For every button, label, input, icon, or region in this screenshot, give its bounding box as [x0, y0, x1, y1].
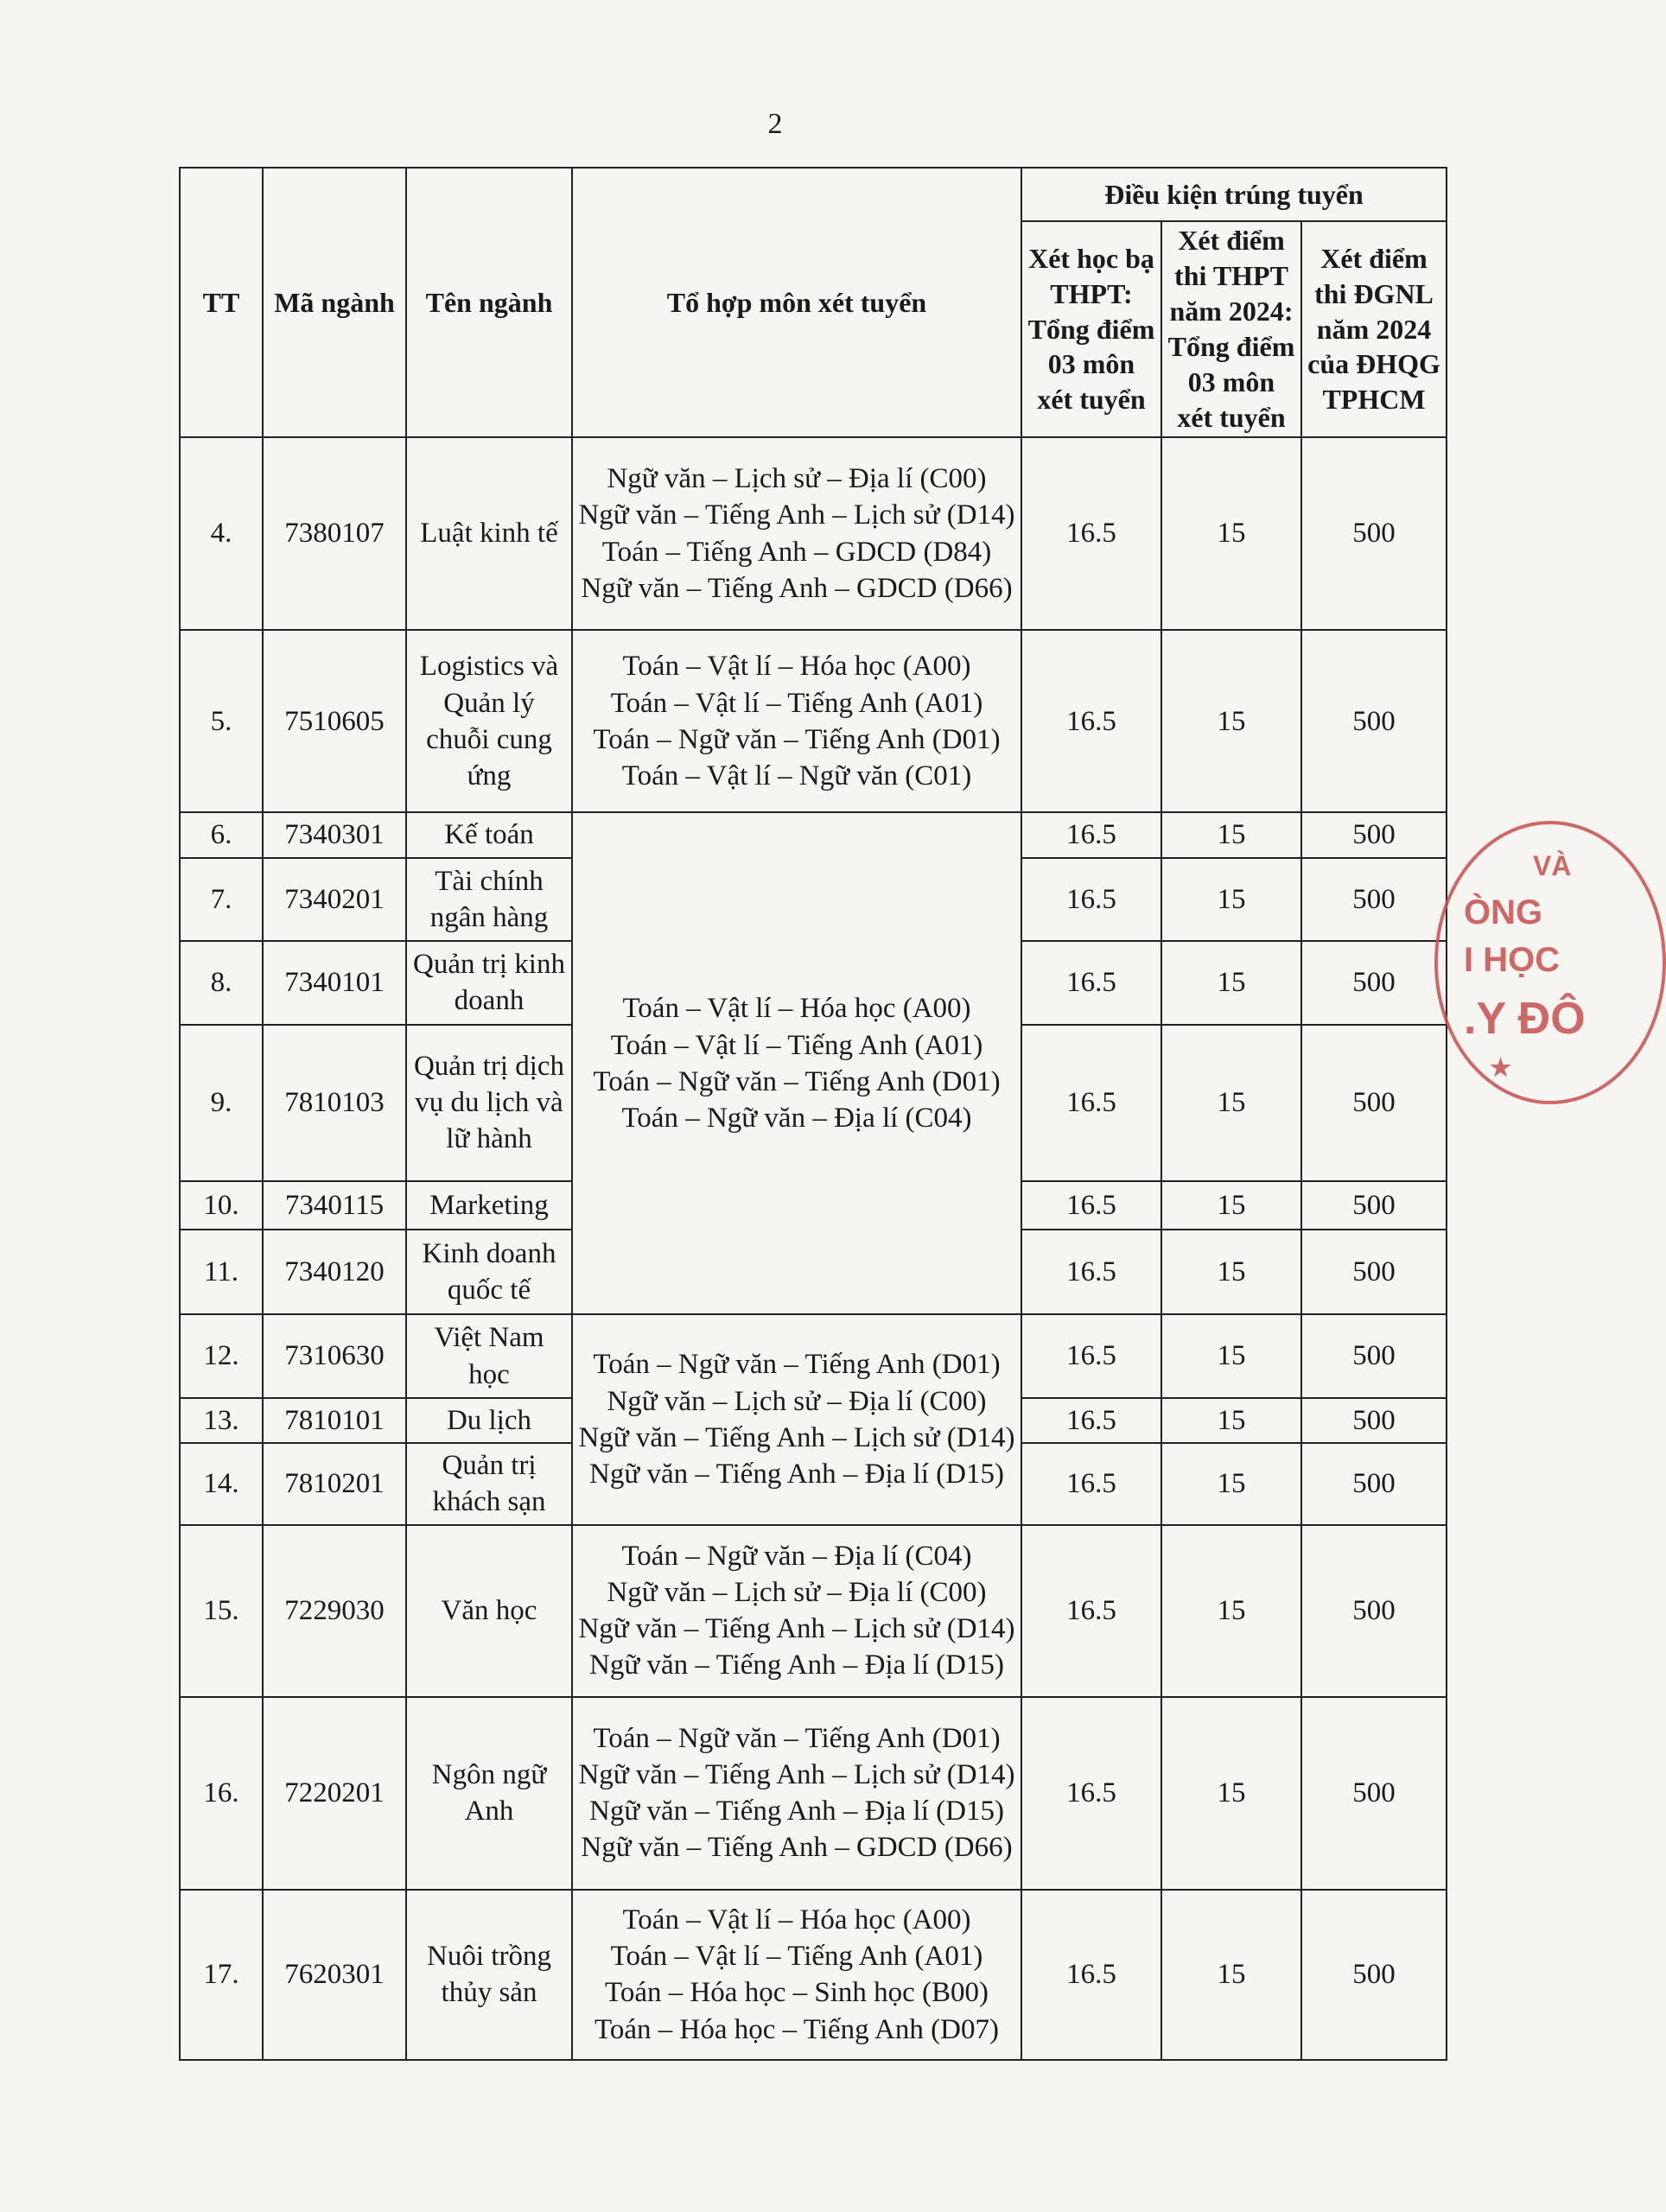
- cell-tt: 12.: [180, 1314, 263, 1398]
- cell-combos: [572, 437, 1021, 630]
- cell-dgnl: 500: [1301, 1025, 1447, 1181]
- cell-dgnl: 500: [1301, 1398, 1447, 1443]
- cell-dgnl: 500: [1301, 1181, 1447, 1230]
- combo-line: Ngữ văn – Lịch sử – Địa lí (C00): [607, 1576, 987, 1608]
- cell-ma: 7620301: [263, 1890, 406, 2060]
- stamp-star-icon: ★: [1490, 1054, 1512, 1081]
- cell-ten: Du lịch: [406, 1398, 572, 1443]
- cell-thpt: 15: [1161, 1314, 1301, 1398]
- admission-table: [179, 167, 1447, 2061]
- cell-tt: 17.: [180, 1890, 263, 2060]
- cell-thpt: 15: [1161, 1890, 1301, 2060]
- combo-line: Toán – Vật lí – Tiếng Anh (A01): [610, 687, 983, 719]
- header-to-hop: Tổ hợp môn xét tuyển: [572, 168, 1021, 437]
- combo-line: Ngữ văn – Tiếng Anh – Địa lí (D15): [589, 1459, 1004, 1491]
- combo-line: Toán – Tiếng Anh – GDCD (D84): [601, 536, 992, 568]
- combo-line: Toán – Vật lí – Hóa học (A00): [622, 1904, 971, 1936]
- header-tt: TT: [180, 168, 263, 437]
- cell-ten: Quản trị dịch vụ du lịch và lữ hành: [406, 1025, 572, 1181]
- combo-line: Ngữ văn – Tiếng Anh – Lịch sử (D14): [578, 1759, 1015, 1790]
- cell-thpt: 15: [1161, 437, 1301, 630]
- combo-line: Toán – Ngữ văn – Địa lí (C04): [621, 1103, 972, 1135]
- cell-hoc-ba: 16.5: [1021, 1890, 1161, 2060]
- header-thpt: Xét điểm thi THPT năm 2024: Tổng điểm 03 môn xét tuyển: [1161, 221, 1301, 437]
- cell-tt: 11.: [180, 1230, 263, 1315]
- cell-tt: 4.: [180, 437, 263, 630]
- cell-hoc-ba: 16.5: [1021, 1230, 1161, 1315]
- combo-line: Ngữ văn – Tiếng Anh – GDCD (D66): [581, 572, 1013, 604]
- cell-combos: [572, 1890, 1021, 2060]
- combo-line: Toán – Ngữ văn – Tiếng Anh (D01): [593, 723, 1001, 755]
- cell-combos: [572, 812, 1021, 1314]
- cell-ten: Kinh doanh quốc tế: [406, 1230, 572, 1315]
- page-number: 2: [767, 108, 783, 140]
- combo-line: Toán – Vật lí – Hóa học (A00): [622, 993, 971, 1025]
- cell-tt: 6.: [180, 812, 263, 857]
- combo-line: Ngữ văn – Tiếng Anh – GDCD (D66): [581, 1832, 1013, 1864]
- cell-ten: Quản trị khách sạn: [406, 1443, 572, 1525]
- combo-line: Toán – Vật lí – Tiếng Anh (A01): [610, 1941, 983, 1973]
- cell-thpt: 15: [1161, 812, 1301, 857]
- combo-line: Toán – Ngữ văn – Tiếng Anh (D01): [593, 1722, 1001, 1754]
- cell-ma: 7340301: [263, 812, 406, 857]
- table-row: [180, 1314, 1447, 1398]
- cell-dgnl: 500: [1301, 812, 1447, 857]
- cell-ma: 7340115: [263, 1181, 406, 1230]
- combo-line: Ngữ văn – Lịch sử – Địa lí (C00): [607, 1385, 987, 1417]
- combo-line: Ngữ văn – Tiếng Anh – Lịch sử (D14): [578, 1421, 1015, 1453]
- cell-ten: Luật kinh tế: [406, 437, 572, 630]
- stamp-text: I HỌC: [1464, 941, 1561, 979]
- header-ten-nganh: Tên ngành: [406, 168, 572, 437]
- cell-tt: 14.: [180, 1443, 263, 1525]
- cell-hoc-ba: 16.5: [1021, 941, 1161, 1025]
- table-row: [180, 1890, 1447, 2060]
- combo-line: Toán – Hóa học – Sinh học (B00): [604, 1977, 989, 2009]
- cell-thpt: 15: [1161, 941, 1301, 1025]
- cell-ten: Ngôn ngữ Anh: [406, 1697, 572, 1890]
- table-row: [180, 1525, 1447, 1697]
- header-ma-nganh: Mã ngành: [263, 168, 406, 437]
- cell-dgnl: 500: [1301, 1230, 1447, 1315]
- header-hoc-ba: Xét học bạ THPT: Tổng điểm 03 môn xét tuyển: [1021, 221, 1161, 437]
- combo-line: Toán – Ngữ văn – Địa lí (C04): [621, 1540, 972, 1572]
- cell-hoc-ba: 16.5: [1021, 630, 1161, 812]
- combo-line: Toán – Vật lí – Hóa học (A00): [622, 651, 971, 683]
- header-dieu-kien: Điều kiện trúng tuyển: [1021, 168, 1447, 221]
- cell-thpt: 15: [1161, 630, 1301, 812]
- cell-ma: 7340120: [263, 1230, 406, 1315]
- cell-thpt: 15: [1161, 858, 1301, 942]
- cell-ma: 7310630: [263, 1314, 406, 1398]
- combo-line: Toán – Ngữ văn – Tiếng Anh (D01): [593, 1065, 1001, 1097]
- cell-hoc-ba: 16.5: [1021, 1525, 1161, 1697]
- cell-thpt: 15: [1161, 1525, 1301, 1697]
- cell-hoc-ba: 16.5: [1021, 1025, 1161, 1181]
- cell-tt: 13.: [180, 1398, 263, 1443]
- cell-ten: Marketing: [406, 1181, 572, 1230]
- cell-hoc-ba: 16.5: [1021, 1443, 1161, 1525]
- combo-line: Ngữ văn – Tiếng Anh – Lịch sử (D14): [578, 499, 1015, 531]
- cell-ma: 7340101: [263, 941, 406, 1025]
- stamp-text: .Y ĐÔ: [1464, 994, 1586, 1044]
- cell-tt: 5.: [180, 630, 263, 812]
- official-stamp: [1434, 821, 1666, 1104]
- cell-hoc-ba: 16.5: [1021, 812, 1161, 857]
- cell-ma: 7340201: [263, 858, 406, 942]
- cell-dgnl: 500: [1301, 1443, 1447, 1525]
- cell-tt: 10.: [180, 1181, 263, 1230]
- cell-combos: [572, 1697, 1021, 1890]
- cell-tt: 15.: [180, 1525, 263, 1697]
- cell-thpt: 15: [1161, 1025, 1301, 1181]
- cell-ten: Nuôi trồng thủy sản: [406, 1890, 572, 2060]
- cell-combos: [572, 1525, 1021, 1697]
- cell-hoc-ba: 16.5: [1021, 437, 1161, 630]
- cell-hoc-ba: 16.5: [1021, 1181, 1161, 1230]
- cell-ma: 7220201: [263, 1697, 406, 1890]
- cell-ma: 7380107: [263, 437, 406, 630]
- cell-ten: Tài chính ngân hàng: [406, 858, 572, 942]
- cell-dgnl: 500: [1301, 1890, 1447, 2060]
- cell-tt: 7.: [180, 858, 263, 942]
- stamp-text: ÒNG: [1464, 893, 1543, 931]
- cell-dgnl: 500: [1301, 1697, 1447, 1890]
- cell-thpt: 15: [1161, 1398, 1301, 1443]
- cell-combos: [572, 1314, 1021, 1524]
- cell-ma: 7810101: [263, 1398, 406, 1443]
- cell-ten: Việt Nam học: [406, 1314, 572, 1398]
- cell-dgnl: 500: [1301, 630, 1447, 812]
- cell-tt: 9.: [180, 1025, 263, 1181]
- table-row: [180, 1697, 1447, 1890]
- cell-ma: 7810201: [263, 1443, 406, 1525]
- cell-hoc-ba: 16.5: [1021, 1398, 1161, 1443]
- cell-combos: [572, 630, 1021, 812]
- cell-ma: 7510605: [263, 630, 406, 812]
- cell-hoc-ba: 16.5: [1021, 1314, 1161, 1398]
- header-dgnl: Xét điểm thi ĐGNL năm 2024 của ĐHQG TPHCM: [1301, 221, 1447, 437]
- cell-ma: 7810103: [263, 1025, 406, 1181]
- combo-line: Ngữ văn – Tiếng Anh – Địa lí (D15): [589, 1649, 1004, 1681]
- combo-line: Toán – Ngữ văn – Tiếng Anh (D01): [593, 1349, 1001, 1381]
- cell-dgnl: 500: [1301, 1525, 1447, 1697]
- cell-ten: Logistics và Quản lý chuỗi cung ứng: [406, 630, 572, 812]
- cell-ten: Quản trị kinh doanh: [406, 941, 572, 1025]
- combo-line: Toán – Vật lí – Tiếng Anh (A01): [610, 1029, 983, 1061]
- cell-ten: Kế toán: [406, 812, 572, 857]
- cell-dgnl: 500: [1301, 1314, 1447, 1398]
- table-row: [180, 812, 1447, 857]
- combo-line: Ngữ văn – Tiếng Anh – Lịch sử (D14): [578, 1613, 1015, 1645]
- table-row: [180, 437, 1447, 630]
- cell-thpt: 15: [1161, 1697, 1301, 1890]
- combo-line: Toán – Vật lí – Ngữ văn (C01): [621, 760, 972, 791]
- cell-hoc-ba: 16.5: [1021, 858, 1161, 942]
- stamp-text: VÀ: [1533, 850, 1572, 881]
- cell-tt: 16.: [180, 1697, 263, 1890]
- cell-dgnl: 500: [1301, 437, 1447, 630]
- cell-hoc-ba: 16.5: [1021, 1697, 1161, 1890]
- combo-line: Ngữ văn – Lịch sử – Địa lí (C00): [607, 463, 987, 495]
- cell-ma: 7229030: [263, 1525, 406, 1697]
- table-row: [180, 630, 1447, 812]
- combo-line: Toán – Hóa học – Tiếng Anh (D07): [595, 2013, 999, 2045]
- cell-ten: Văn học: [406, 1525, 572, 1697]
- cell-thpt: 15: [1161, 1230, 1301, 1315]
- combo-line: Ngữ văn – Tiếng Anh – Địa lí (D15): [589, 1796, 1004, 1827]
- cell-dgnl: 500: [1301, 858, 1447, 942]
- cell-thpt: 15: [1161, 1181, 1301, 1230]
- cell-dgnl: 500: [1301, 941, 1447, 1025]
- cell-tt: 8.: [180, 941, 263, 1025]
- cell-thpt: 15: [1161, 1443, 1301, 1525]
